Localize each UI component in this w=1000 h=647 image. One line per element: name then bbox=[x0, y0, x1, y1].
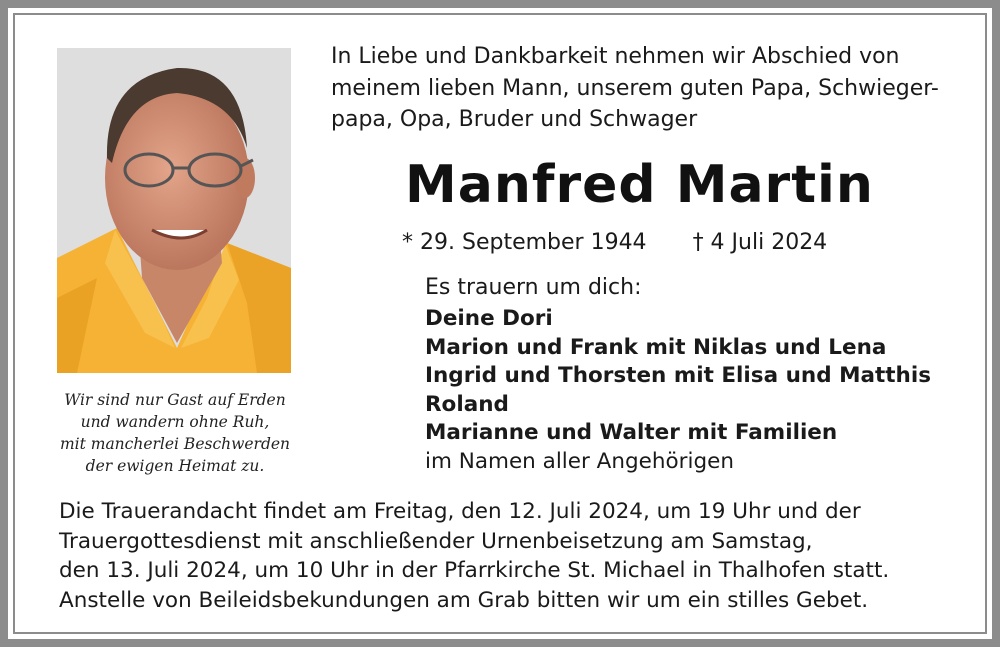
intro-text bbox=[331, 41, 971, 136]
service-info bbox=[59, 497, 959, 615]
service-line: Trauergottesdienst mit anschließender Urnenbeisetzung am Samstag, bbox=[59, 528, 813, 554]
mourner-line: Roland bbox=[425, 391, 509, 417]
mourner-line: Marion und Frank mit Niklas und Lena bbox=[425, 334, 887, 360]
mourner-line: Ingrid und Thorsten mit Elisa und Matthis bbox=[425, 363, 931, 388]
portrait-photo bbox=[57, 48, 291, 373]
mourner-line: Marianne und Walter mit Familien bbox=[425, 420, 838, 445]
birth-date: * 29. September 1944 bbox=[402, 230, 647, 255]
intro-line: meinem lieben Mann, unserem guten Papa, Schwieger- bbox=[331, 75, 939, 101]
poem bbox=[50, 389, 300, 477]
poem-line: und wandern ohne Ruh, bbox=[80, 413, 270, 431]
deceased-name: Manfred Martin bbox=[405, 155, 874, 215]
intro-line: papa, Opa, Bruder und Schwager bbox=[331, 107, 698, 132]
poem-line: mit mancherlei Beschwerden bbox=[59, 435, 291, 453]
service-line: den 13. Juli 2024, um 10 Uhr in der Pfarrkirche St. Michael in Thalhofen statt. bbox=[59, 558, 890, 583]
poem-line: Wir sind nur Gast auf Erden bbox=[64, 391, 286, 409]
service-line: Anstelle von Beileidsbekundungen am Grab bitten wir um ein stilles Gebet. bbox=[59, 587, 869, 613]
intro-line: In Liebe und Dankbarkeit nehmen wir Abschied von bbox=[331, 44, 900, 69]
life-dates bbox=[402, 227, 827, 259]
service-line: Die Trauerandacht findet am Freitag, den 12. Juli 2024, um 19 Uhr und der bbox=[59, 499, 861, 524]
poem-line: der ewigen Heimat zu. bbox=[85, 457, 265, 475]
mourner-line: Deine Dori bbox=[425, 306, 553, 331]
mourners-list bbox=[425, 305, 931, 476]
death-date: † 4 Juli 2024 bbox=[692, 230, 828, 255]
mourners-closing: im Namen aller Angehörigen bbox=[425, 448, 734, 474]
mourners-intro: Es trauern um dich: bbox=[425, 275, 642, 300]
